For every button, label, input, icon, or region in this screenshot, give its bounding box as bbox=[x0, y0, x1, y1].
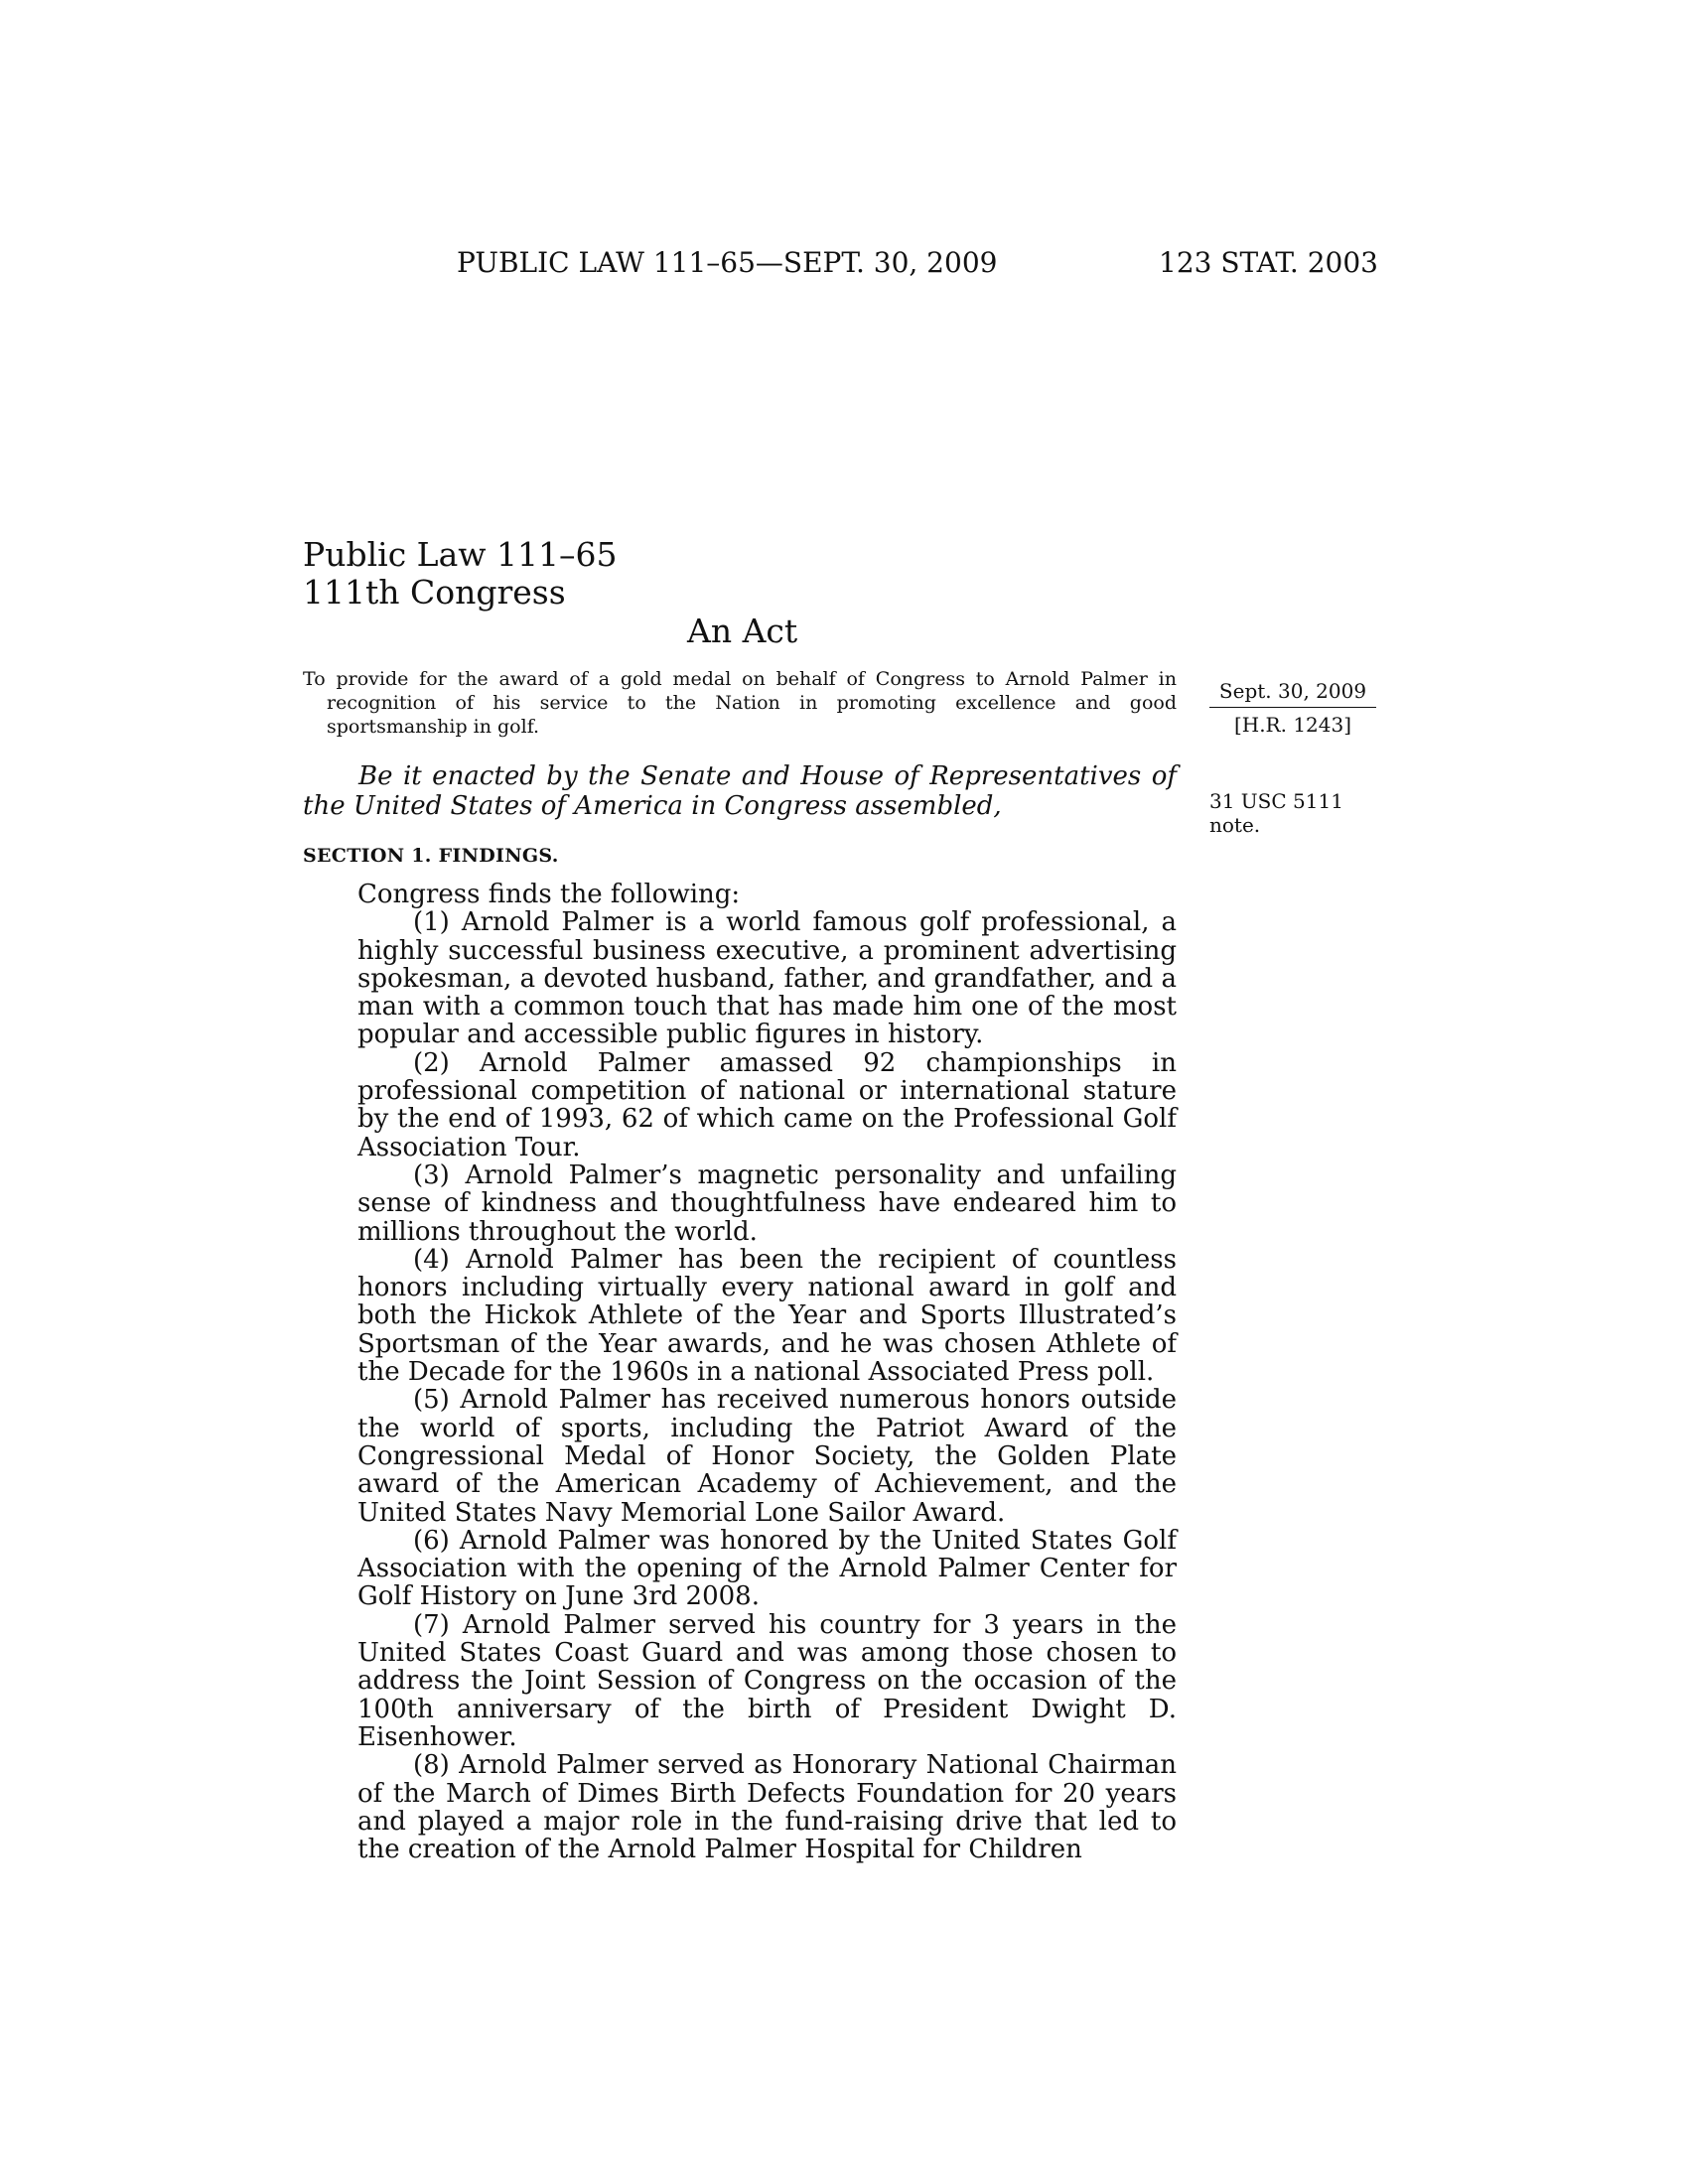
finding-8: (8) Arnold Palmer served as Honorary National Chairman of the March of Dimes Birth Defects Foundation for 20 years and played a major role in the fund-raising drive that led to the creation of the Arnold Palmer Hospital for Children bbox=[357, 1750, 1177, 1865]
finding-6: (6) Arnold Palmer was honored by the United States Golf Association with the opening of the Arnold Palmer Center for Golf History on June 3rd 2008. bbox=[357, 1525, 1177, 1612]
finding-2: (2) Arnold Palmer amassed 92 championships in professional competition of national or international stature by the end of 1993, 62 of which came on the Professional Golf Association Tour. bbox=[357, 1047, 1177, 1162]
congress-number: 111th Congress bbox=[303, 573, 566, 612]
finding-1: (1) Arnold Palmer is a world famous golf professional, a highly successful business executive, a prominent advertising spokesman, a devoted husband, father, and grandfather, and a man with a common touch that has made him one of the most popular and accessible public figures in history. bbox=[357, 907, 1177, 1050]
margin-usc-citation: 31 USC 5111 bbox=[1209, 789, 1343, 813]
law-title-block bbox=[303, 536, 617, 612]
finding-5: (5) Arnold Palmer has received numerous honors outside the world of sports, including the Patriot Award of the Congressional Medal of Honor Society, the Golden Plate award of the American Academy of Achievement, and the United States Navy Memorial Lone Sailor Award. bbox=[357, 1385, 1177, 1528]
section-heading: SECTION 1. FINDINGS. bbox=[303, 845, 559, 867]
finding-3: (3) Arnold Palmer’s magnetic personality and unfailing sense of kindness and thoughtfulness have endeared him to millions throughout the world. bbox=[357, 1160, 1177, 1247]
margin-usc-note bbox=[1209, 789, 1343, 837]
finding-4: (4) Arnold Palmer has been the recipient of countless honors including virtually every national award in golf and both the Hickok Athlete of the Year and Sports Illustrated’s Sportsman of the Year awards, and he was chosen Athlete of the Decade for the 1960s in a national Associated Press poll. bbox=[357, 1244, 1177, 1388]
findings-intro: Congress finds the following: bbox=[357, 880, 741, 909]
public-law-number: Public Law 111–65 bbox=[303, 535, 618, 574]
page-header bbox=[457, 246, 1378, 286]
finding-7: (7) Arnold Palmer served his country for 3 years in the United States Coast Guard and was among those chosen to address the Joint Session of Congress on the occasion of the 100th anniversary of the birth of President Dwight D. Eisenhower. bbox=[357, 1609, 1177, 1752]
act-heading: An Act bbox=[687, 612, 798, 650]
section-body bbox=[357, 881, 1177, 1863]
margin-bill-number: [H.R. 1243] bbox=[1233, 713, 1352, 737]
margin-usc-note-label: note. bbox=[1209, 813, 1261, 837]
act-purpose: To provide for the award of a gold medal on behalf of Congress to Arnold Palmer in recognition of his service to the Nation in promoting excellence and good sportsmanship in golf. bbox=[303, 668, 1177, 738]
margin-divider bbox=[1209, 707, 1376, 708]
enacting-clause: Be it enacted by the Senate and House of Representatives of the United States of America in Congress assembled, bbox=[303, 761, 1177, 821]
margin-date: Sept. 30, 2009 bbox=[1218, 679, 1367, 703]
statute-page-reference: 123 STAT. 2003 bbox=[1159, 246, 1378, 279]
running-head: PUBLIC LAW 111–65—SEPT. 30, 2009 bbox=[457, 246, 998, 279]
